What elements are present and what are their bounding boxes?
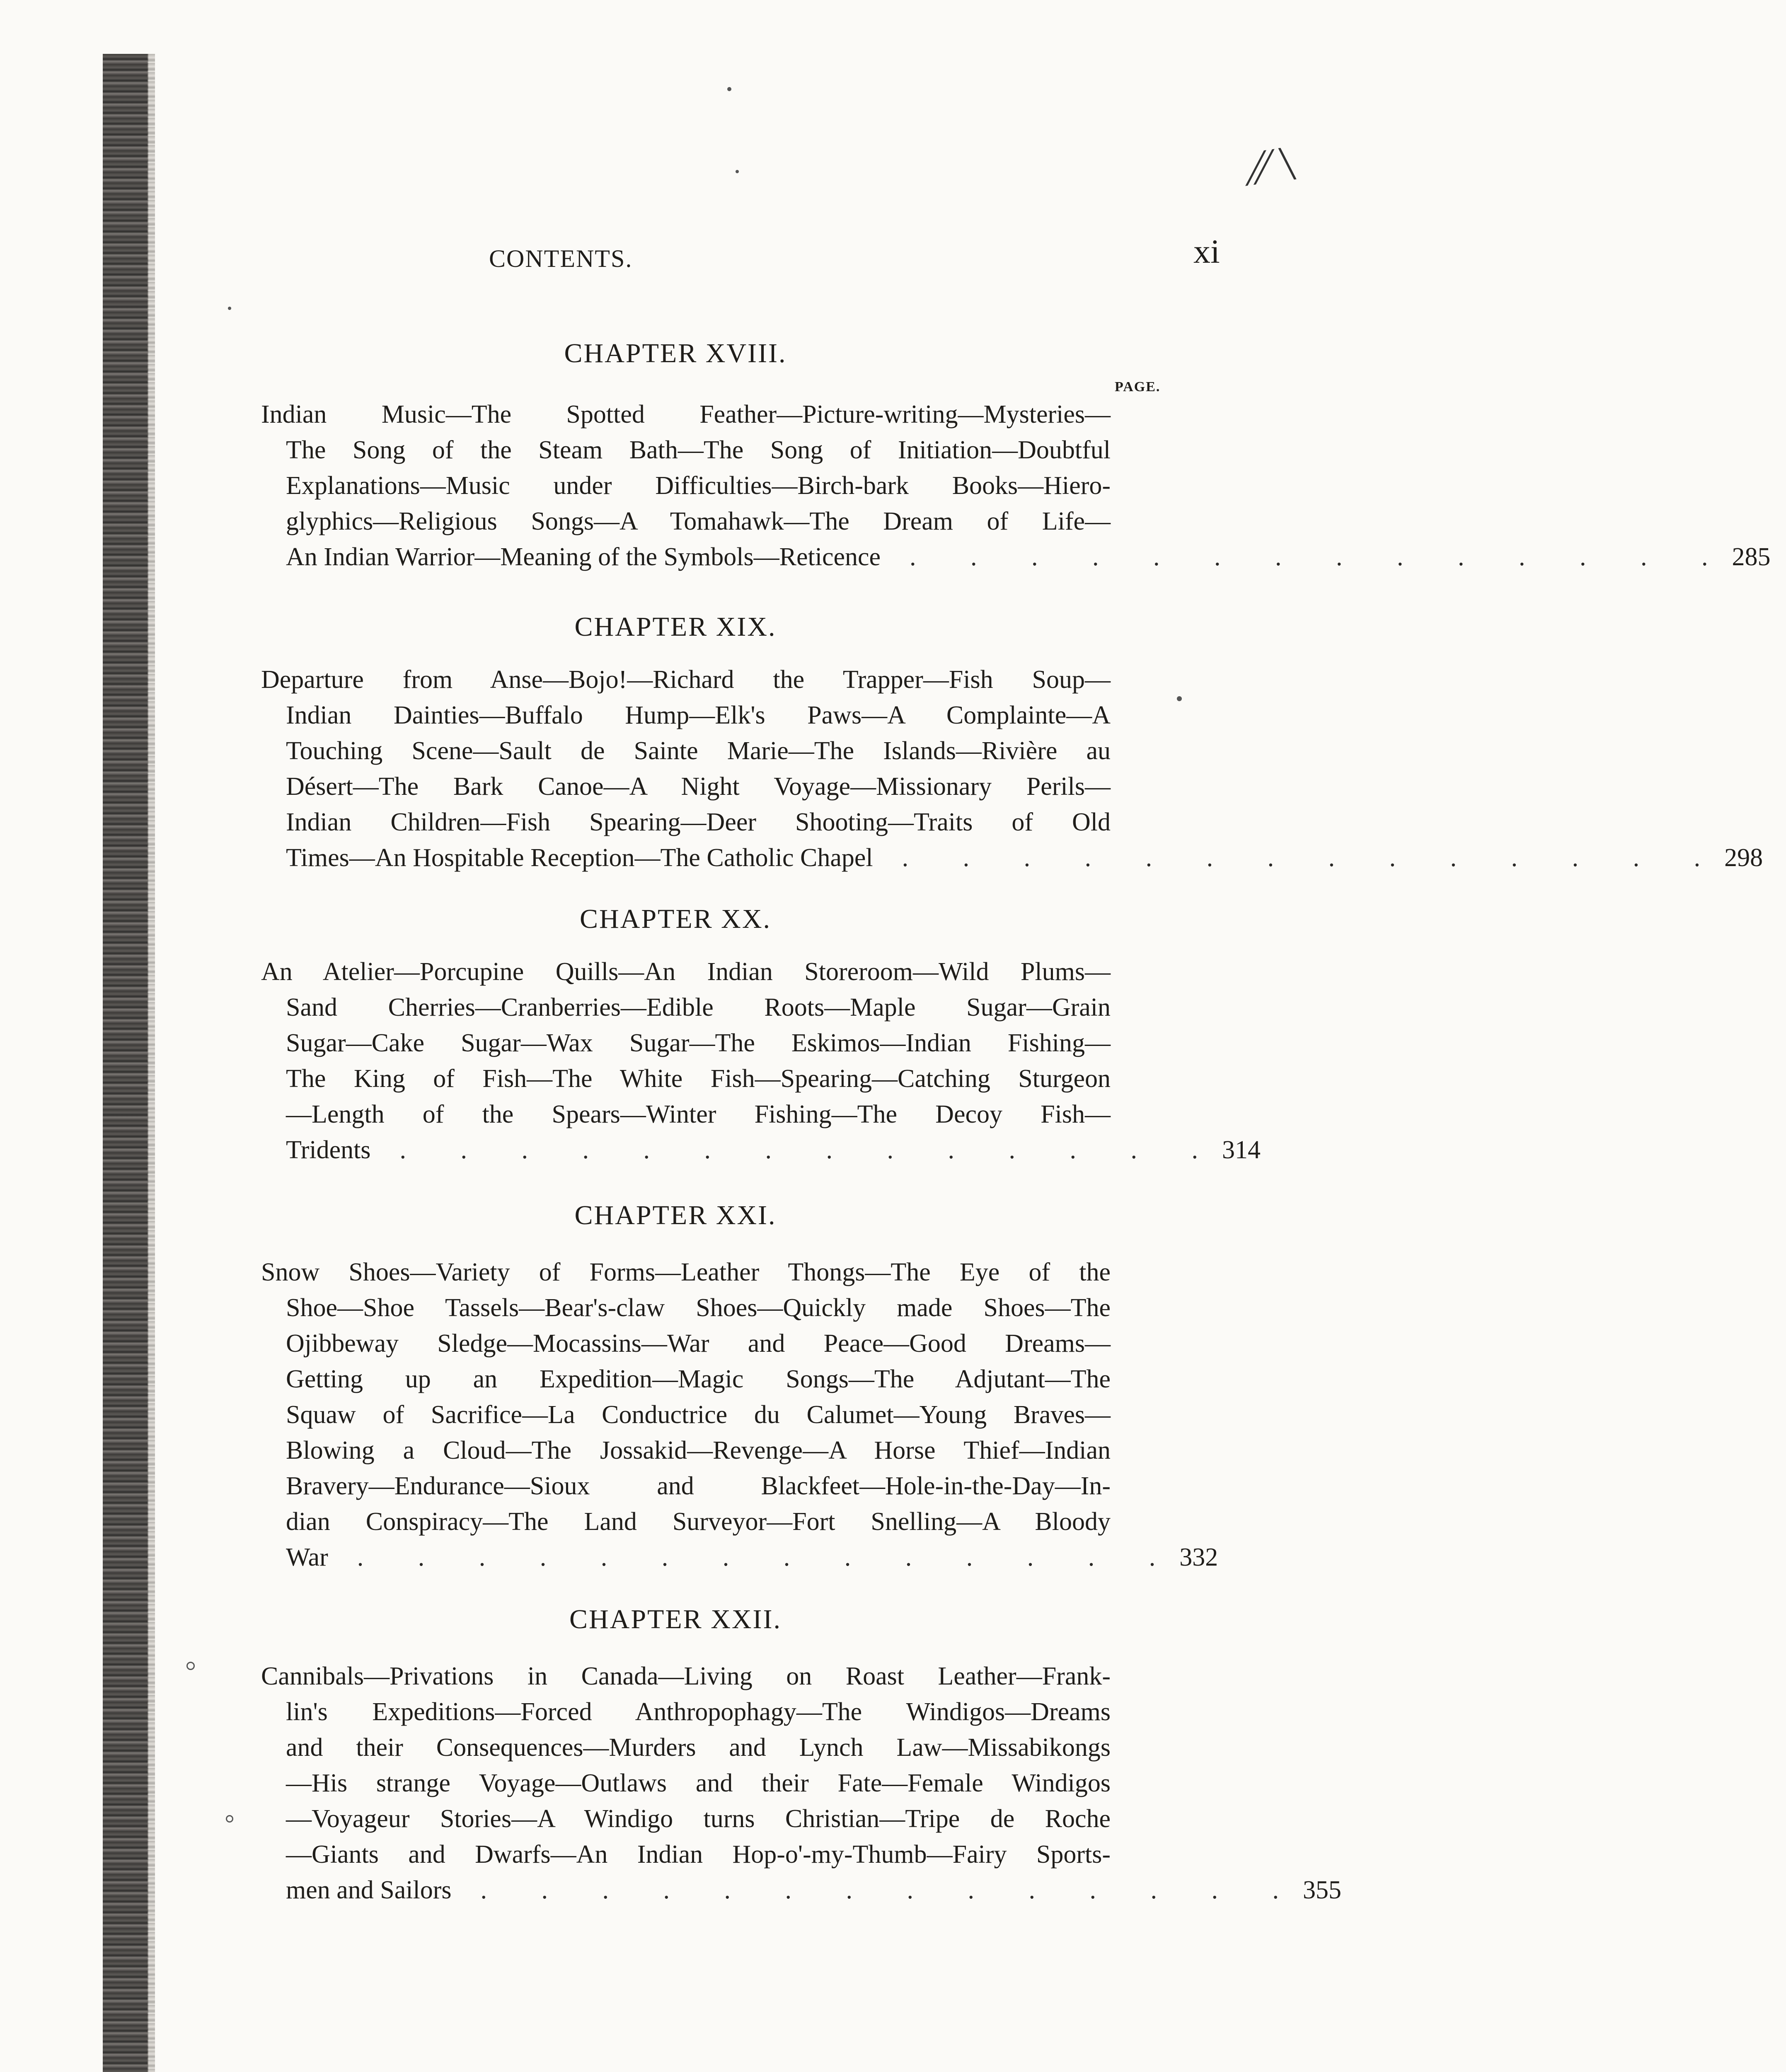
synopsis-line: Snow Shoes—Variety of Forms—Leather Thongs—The Eye of the: [261, 1258, 1111, 1286]
synopsis-line: —His strange Voyage—Outlaws and their Fate—Female Windigos: [286, 1769, 1111, 1797]
synopsis-line: Indian Dainties—Buffalo Hump—Elk's Paws—A Complainte—A: [286, 701, 1111, 729]
synopsis-line: An Atelier—Porcupine Quills—An Indian Storeroom—Wild Plums—: [261, 958, 1111, 986]
chapter-entry: [261, 903, 1261, 1164]
chapter-entry: [261, 1604, 1341, 1904]
book-gutter-edge: [148, 54, 155, 2072]
dot-leader: . . . . . . . . . . . . . .: [910, 543, 1732, 571]
dot-leader: . . . . . . . . . . . . . .: [480, 1876, 1303, 1904]
synopsis-line: and their Consequences—Murders and Lynch Law—Missabikongs: [286, 1733, 1111, 1762]
synopsis-last-line: [261, 1872, 1341, 1908]
dot-leader: . . . . . . . . . . . . . .: [399, 1136, 1222, 1164]
paper-speck: [186, 1662, 195, 1670]
paper-speck: [736, 170, 739, 173]
synopsis-line: —Length of the Spears—Winter Fishing—The Decoy Fish—: [286, 1100, 1111, 1128]
page-reference: 332: [1179, 1543, 1218, 1571]
synopsis-line: —Giants and Dwarfs—An Indian Hop-o'-my-Thumb—Fairy Sports-: [286, 1840, 1111, 1869]
paper-speck: [226, 1815, 233, 1823]
dot-leader: . . . . . . . . . . . . . .: [902, 844, 1725, 872]
synopsis-line: Departure from Anse—Bojo!—Richard the Trapper—Fish Soup—: [261, 666, 1111, 694]
synopsis-line: Cannibals—Privations in Canada—Living on Roast Leather—Frank-: [261, 1662, 1111, 1690]
synopsis-last-line: [261, 1132, 1261, 1168]
synopsis-line: Shoe—Shoe Tassels—Bear's-claw Shoes—Quickly made Shoes—The: [286, 1294, 1111, 1322]
chapter-heading: CHAPTER XXII.: [569, 1604, 782, 1634]
chapter-heading: CHAPTER XX.: [579, 904, 772, 934]
paper-speck: [228, 307, 231, 310]
synopsis-text: Times—An Hospitable Reception—The Catholic Chapel: [286, 844, 873, 872]
synopsis-line: Ojibbeway Sledge—Mocassins—War and Peace—Good Dreams—: [286, 1329, 1111, 1358]
synopsis-line: dian Conspiracy—The Land Surveyor—Fort Snelling—A Bloody: [286, 1508, 1111, 1536]
synopsis-last-line: [261, 1539, 1218, 1575]
running-header: CONTENTS.: [489, 245, 633, 272]
synopsis-text: An Indian Warrior—Meaning of the Symbols—Reticence: [286, 543, 881, 571]
synopsis-line: Getting up an Expedition—Magic Songs—The Adjutant—The: [286, 1365, 1111, 1393]
synopsis-line: Indian Children—Fish Spearing—Deer Shooting—Traits of Old: [286, 808, 1111, 836]
dot-leader: . . . . . . . . . . . . . .: [357, 1543, 1180, 1571]
synopsis-line: The Song of the Steam Bath—The Song of Initiation—Doubtful: [286, 436, 1111, 464]
page-reference: 285: [1732, 543, 1771, 571]
paper-speck: [1177, 696, 1182, 701]
page-reference: 355: [1303, 1876, 1341, 1904]
synopsis-line: The King of Fish—The White Fish—Spearing—Catching Sturgeon: [286, 1065, 1111, 1093]
chapter-heading: CHAPTER XVIII.: [564, 338, 787, 368]
chapter-heading: CHAPTER XXI.: [574, 1200, 777, 1230]
synopsis-line: Sugar—Cake Sugar—Wax Sugar—The Eskimos—Indian Fishing—: [286, 1029, 1111, 1057]
chapter-entry: [261, 1200, 1218, 1571]
pencil-mark-scribble: ⁄∕ \: [1248, 135, 1298, 196]
synopsis-line: Squaw of Sacrifice—La Conductrice du Calumet—Young Braves—: [286, 1401, 1111, 1429]
page-reference: 298: [1724, 844, 1763, 872]
synopsis-line: Blowing a Cloud—The Jossakid—Revenge—A Horse Thief—Indian: [286, 1436, 1111, 1464]
synopsis-last-line: [261, 840, 1763, 876]
page-column-label: PAGE.: [1115, 379, 1161, 395]
synopsis-last-line: [261, 539, 1771, 575]
synopsis-line: Sand Cherries—Cranberries—Edible Roots—Maple Sugar—Grain: [286, 993, 1111, 1021]
synopsis-line: Bravery—Endurance—Sioux and Blackfeet—Hole-in-the-Day—In-: [286, 1472, 1111, 1500]
chapter-entry: [261, 611, 1763, 872]
page-number-roman: xi: [1193, 232, 1220, 270]
synopsis-text: men and Sailors: [286, 1876, 452, 1904]
page-reference: 314: [1222, 1136, 1261, 1164]
synopsis-line: Désert—The Bark Canoe—A Night Voyage—Missionary Perils—: [286, 772, 1111, 801]
synopsis-line: lin's Expeditions—Forced Anthropophagy—The Windigos—Dreams: [286, 1698, 1111, 1726]
synopsis-line: Indian Music—The Spotted Feather—Picture-writing—Mysteries—: [261, 400, 1111, 428]
synopsis-text: War: [286, 1543, 328, 1571]
synopsis-line: Explanations—Music under Difficulties—Birch-bark Books—Hiero-: [286, 472, 1111, 500]
chapter-entry: [261, 338, 1771, 571]
synopsis-line: glyphics—Religious Songs—A Tomahawk—The Dream of Life—: [286, 507, 1111, 535]
chapter-heading: CHAPTER XIX.: [574, 612, 777, 642]
book-spine-shadow: [103, 54, 148, 2072]
synopsis-line: —Voyageur Stories—A Windigo turns Christian—Tripe de Roche: [286, 1805, 1111, 1833]
synopsis-text: Tridents: [286, 1136, 371, 1164]
paper-speck: [727, 87, 731, 91]
synopsis-line: Touching Scene—Sault de Sainte Marie—The Islands—Rivière au: [286, 737, 1111, 765]
